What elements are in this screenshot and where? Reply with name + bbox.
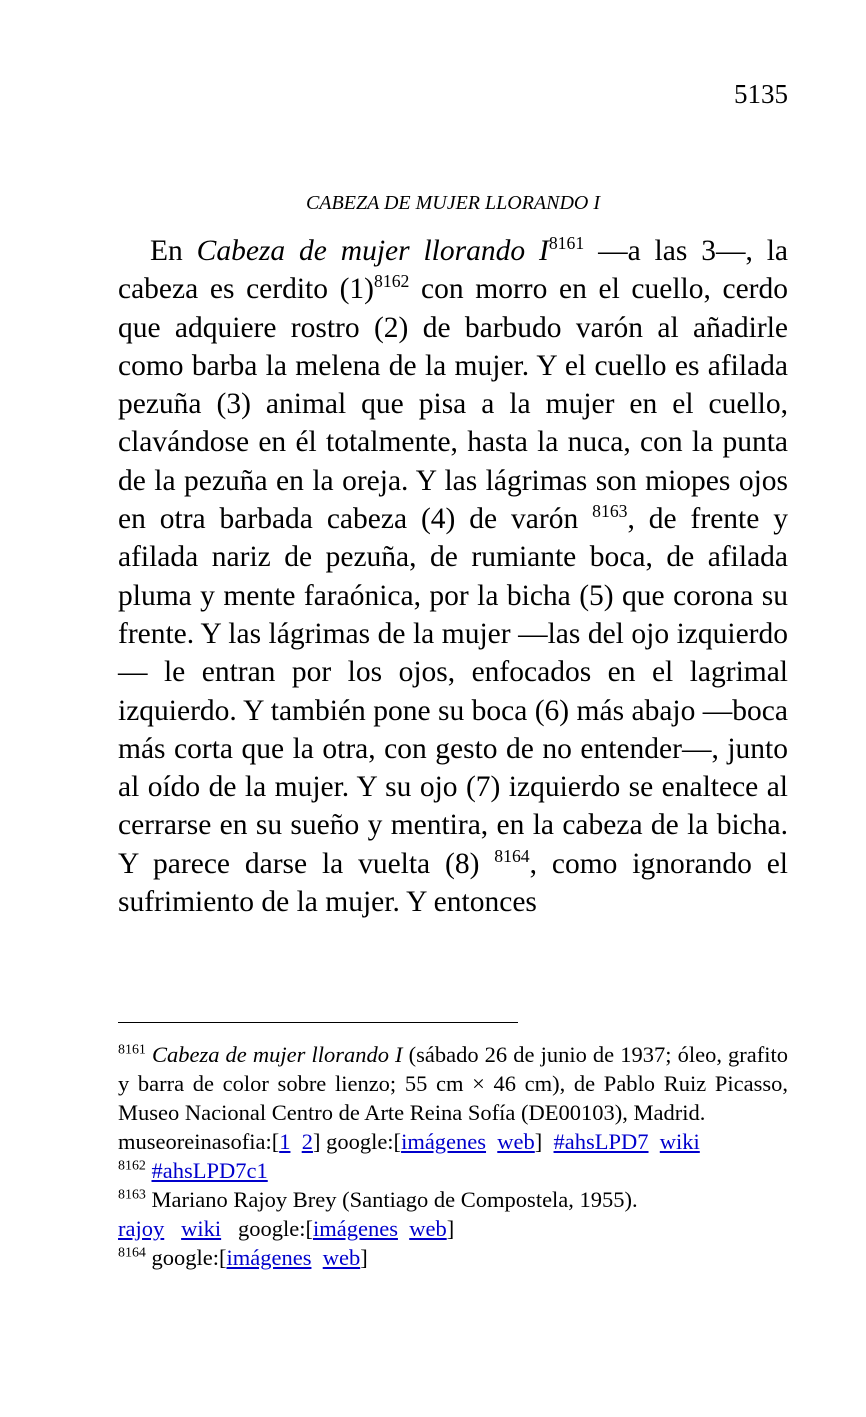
footnote-8161-links xyxy=(118,1127,788,1156)
body-text-4: , como ignorando el sufrimiento de la mujer. Y entonces xyxy=(118,847,788,919)
footnote-8163 xyxy=(118,1185,788,1214)
museo-link-2[interactable]: 2 xyxy=(301,1129,313,1154)
footnote-separator xyxy=(118,1022,518,1023)
body-text-start: En xyxy=(150,235,197,267)
running-head: CABEZA DE MUJER LLORANDO I xyxy=(305,192,601,214)
footnote-text: (sábado 26 de junio de 1937; óleo, grafito y barra de color sobre lienzo; 55 cm × 46 cm), de Pablo Ruiz Picasso, Museo Nacional Centro de Arte Reina Sofía (DE00103), Madrid. xyxy=(118,1042,789,1125)
body-paragraph xyxy=(118,232,788,921)
footnote-8163-links xyxy=(118,1214,788,1243)
bracket-close: ] xyxy=(534,1129,543,1154)
body-text-1: —a las 3—, la cabeza es cerdito (1) xyxy=(118,235,788,306)
wiki-link[interactable]: wiki xyxy=(659,1129,700,1154)
footnote-number: 8162 xyxy=(118,1158,146,1174)
footnote-ref-8161: 8161 xyxy=(548,233,585,254)
body-text-3: , de frente y afilada nariz de pezuña, de rumiante boca, de afilada pluma y mente faraónica, por la bicha (5) que corona su frente. Y las lágrimas de la mujer —las del ojo izquierdo— le entran por los ojos, enfocados en el lagrimal izquierdo. Y también pone su boca (6) más abajo —boca más corta que la otra, con gesto de no entender—, junto al oído de la mujer. Y su ojo (7) izquierdo se enaltece al cerrarse en su sueño y mentira, en la cabeza de la bicha. Y parece darse la vuelta (8) xyxy=(118,503,789,880)
footnote-ref-8164: 8164 xyxy=(494,845,530,866)
google-web-link[interactable]: web xyxy=(409,1216,447,1241)
footnote-artwork-title: Cabeza de mujer llorando I xyxy=(151,1042,403,1067)
google-prefix: google:[ xyxy=(238,1216,313,1241)
footnote-8162 xyxy=(118,1156,788,1185)
ahs-anchor-c1-link[interactable]: #ahsLPD7c1 xyxy=(151,1158,268,1183)
wiki-link[interactable]: wiki xyxy=(181,1216,222,1241)
footnote-number: 8161 xyxy=(118,1042,146,1058)
page-number: 5135 xyxy=(734,79,788,109)
google-images-link[interactable]: imágenes xyxy=(226,1245,312,1270)
footnote-text: Mariano Rajoy Brey (Santiago de Compostela, 1955). xyxy=(145,1187,638,1212)
rajoy-link[interactable]: rajoy xyxy=(118,1216,165,1241)
footnote-ref-8162: 8162 xyxy=(374,271,410,292)
footnote-ref-8163: 8163 xyxy=(592,501,628,522)
footnote-number: 8164 xyxy=(118,1245,146,1261)
footnote-8161 xyxy=(118,1040,788,1127)
artwork-title: Cabeza de mujer llorando I xyxy=(196,235,549,267)
footnote-8164 xyxy=(118,1243,788,1272)
footnotes xyxy=(118,1040,788,1272)
google-images-link[interactable]: imágenes xyxy=(401,1129,487,1154)
google-images-link[interactable]: imágenes xyxy=(312,1216,398,1241)
footnote-number: 8163 xyxy=(118,1187,146,1203)
google-web-link[interactable]: web xyxy=(497,1129,535,1154)
link-prefix: museoreinasofia:[ xyxy=(118,1129,280,1154)
google-prefix: ] google:[ xyxy=(312,1129,402,1154)
google-prefix: google:[ xyxy=(151,1245,227,1270)
google-web-link[interactable]: web xyxy=(322,1245,361,1270)
bracket-close: ] xyxy=(446,1216,455,1241)
museo-link-1[interactable]: 1 xyxy=(279,1129,291,1154)
bracket-close: ] xyxy=(360,1245,368,1270)
body-text-2: con morro en el cuello, cerdo que adquiere rostro (2) de barbudo varón al añadirle como barba la melena de la mujer. Y el cuello es afilada pezuña (3) animal que pisa a la mujer en el cuello, clavándose en él totalmente, hasta la nuca, con la punta de la pezuña en la oreja. Y las lágrimas son miopes ojos en otra barbada cabeza (4) de varón xyxy=(118,273,788,536)
ahs-anchor-link[interactable]: #ahsLPD7 xyxy=(553,1129,649,1154)
